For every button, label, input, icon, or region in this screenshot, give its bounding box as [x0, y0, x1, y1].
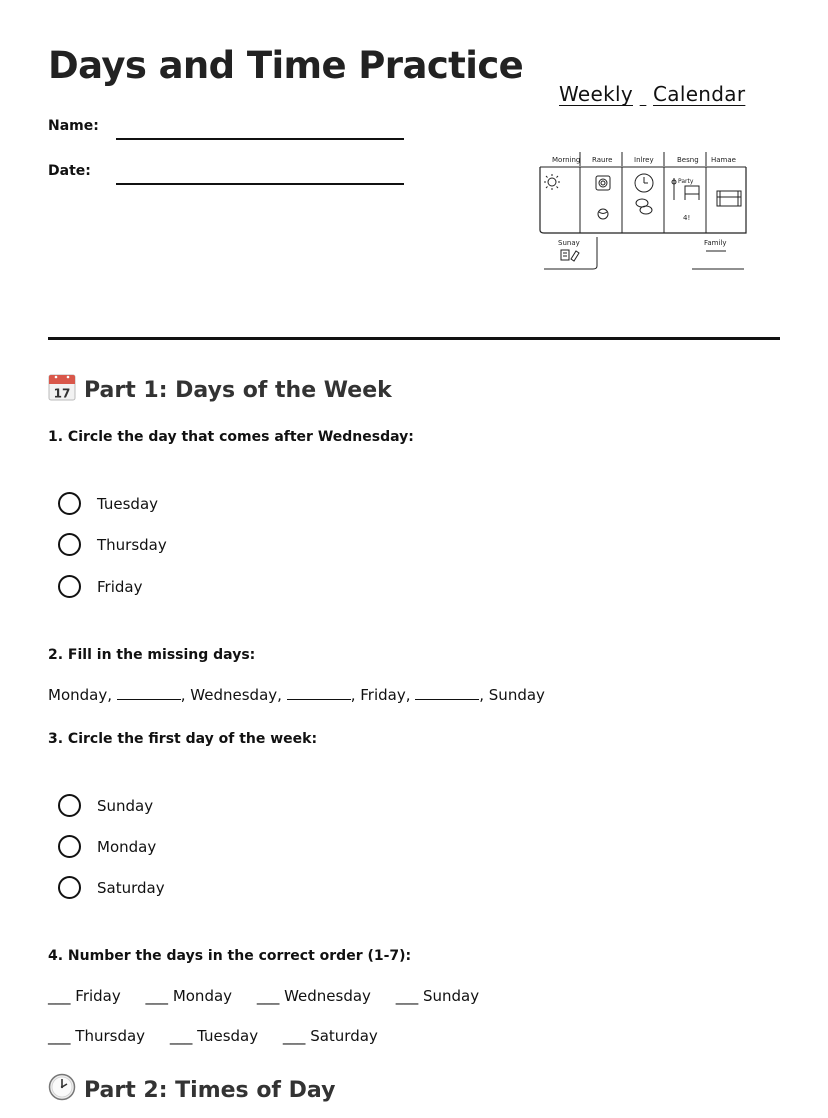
q4-order-row-1 [48, 987, 499, 1005]
answer-blank[interactable] [117, 698, 181, 700]
answer-circle[interactable] [58, 492, 81, 515]
name-line [116, 138, 404, 140]
party-icon [672, 178, 699, 222]
q2-text-part: , Friday, [350, 686, 411, 704]
answer-circle[interactable] [58, 876, 81, 899]
q1-option-label: Thursday [97, 535, 167, 554]
question-1-prompt: 1. Circle the day that comes after Wednesday: [48, 429, 414, 445]
q1-option-label: Friday [97, 577, 143, 596]
ball-icon [598, 209, 608, 219]
date-line [116, 183, 404, 185]
order-item[interactable]: ___ Sunday [395, 987, 480, 1005]
calendar-col-label: Inlrey [634, 156, 654, 164]
q3-option[interactable] [58, 835, 156, 858]
page-title: Days and Time Practice [48, 44, 524, 87]
order-item[interactable]: ___ Wednesday [256, 987, 371, 1005]
answer-blank[interactable] [287, 698, 351, 700]
order-item[interactable]: ___ Thursday [48, 1027, 146, 1045]
q1-option[interactable] [58, 533, 167, 556]
question-2-prompt: 2. Fill in the missing days: [48, 647, 256, 663]
order-item[interactable]: ___ Monday [145, 987, 233, 1005]
answer-circle[interactable] [58, 575, 81, 598]
q1-option[interactable] [58, 575, 142, 598]
q4-order-row-2 [48, 1027, 398, 1045]
q3-option-label: Monday [97, 837, 157, 856]
calendar-col-label: Besng [677, 156, 699, 164]
sun-icon [544, 174, 560, 190]
calendar-title-word1: Weekly [559, 82, 633, 106]
answer-circle[interactable] [58, 835, 81, 858]
notebook-icon [561, 250, 579, 261]
svg-text:17: 17 [53, 386, 71, 401]
answer-blank[interactable] [415, 698, 479, 700]
q2-text-part: Monday, [48, 686, 112, 704]
question-3-prompt: 3. Circle the first day of the week: [48, 731, 318, 747]
q3-option[interactable] [58, 794, 153, 817]
q1-option-label: Tuesday [97, 494, 159, 513]
date-label: Date: [48, 163, 91, 179]
question-4-prompt: 4. Number the days in the correct order (1-7): [48, 948, 412, 964]
calendar-icon [48, 373, 76, 407]
clock-icon [48, 1073, 76, 1107]
calendar-title-word2: Calendar [653, 82, 746, 106]
weekly-calendar-image [536, 146, 752, 274]
order-item[interactable]: ___ Saturday [282, 1027, 378, 1045]
part2-heading-text: Part 2: Times of Day [84, 1077, 336, 1103]
q1-option[interactable] [58, 492, 158, 515]
q3-option[interactable] [58, 876, 165, 899]
calendar-col-label: Morning [552, 156, 581, 164]
svg-text:Party: Party [678, 178, 694, 185]
part2-heading [48, 1073, 335, 1107]
calendar-image-title [559, 82, 745, 106]
svg-text:4!: 4! [683, 214, 691, 222]
name-label: Name: [48, 118, 99, 134]
calendar-bottom-left-label: Sunay [558, 239, 580, 247]
q3-option-label: Sunday [97, 796, 154, 815]
answer-circle[interactable] [58, 533, 81, 556]
q2-fill-in-line [48, 686, 545, 704]
part1-heading [48, 373, 392, 407]
section-divider [48, 337, 780, 340]
device-icon [596, 176, 610, 190]
calendar-bottom-right-label: Family [704, 239, 727, 247]
calendar-col-label: Raure [592, 156, 613, 164]
part1-heading-text: Part 1: Days of the Week [84, 377, 392, 403]
answer-circle[interactable] [58, 794, 81, 817]
order-item[interactable]: ___ Friday [48, 987, 121, 1005]
q3-option-label: Saturday [97, 878, 165, 897]
order-item[interactable]: ___ Tuesday [169, 1027, 259, 1045]
q2-text-part: , Sunday [479, 686, 545, 704]
clock-sketch-icon [635, 174, 653, 214]
q2-text-part: , Wednesday, [180, 686, 282, 704]
calendar-col-label: Hamae [711, 156, 736, 164]
couch-icon [717, 191, 741, 206]
